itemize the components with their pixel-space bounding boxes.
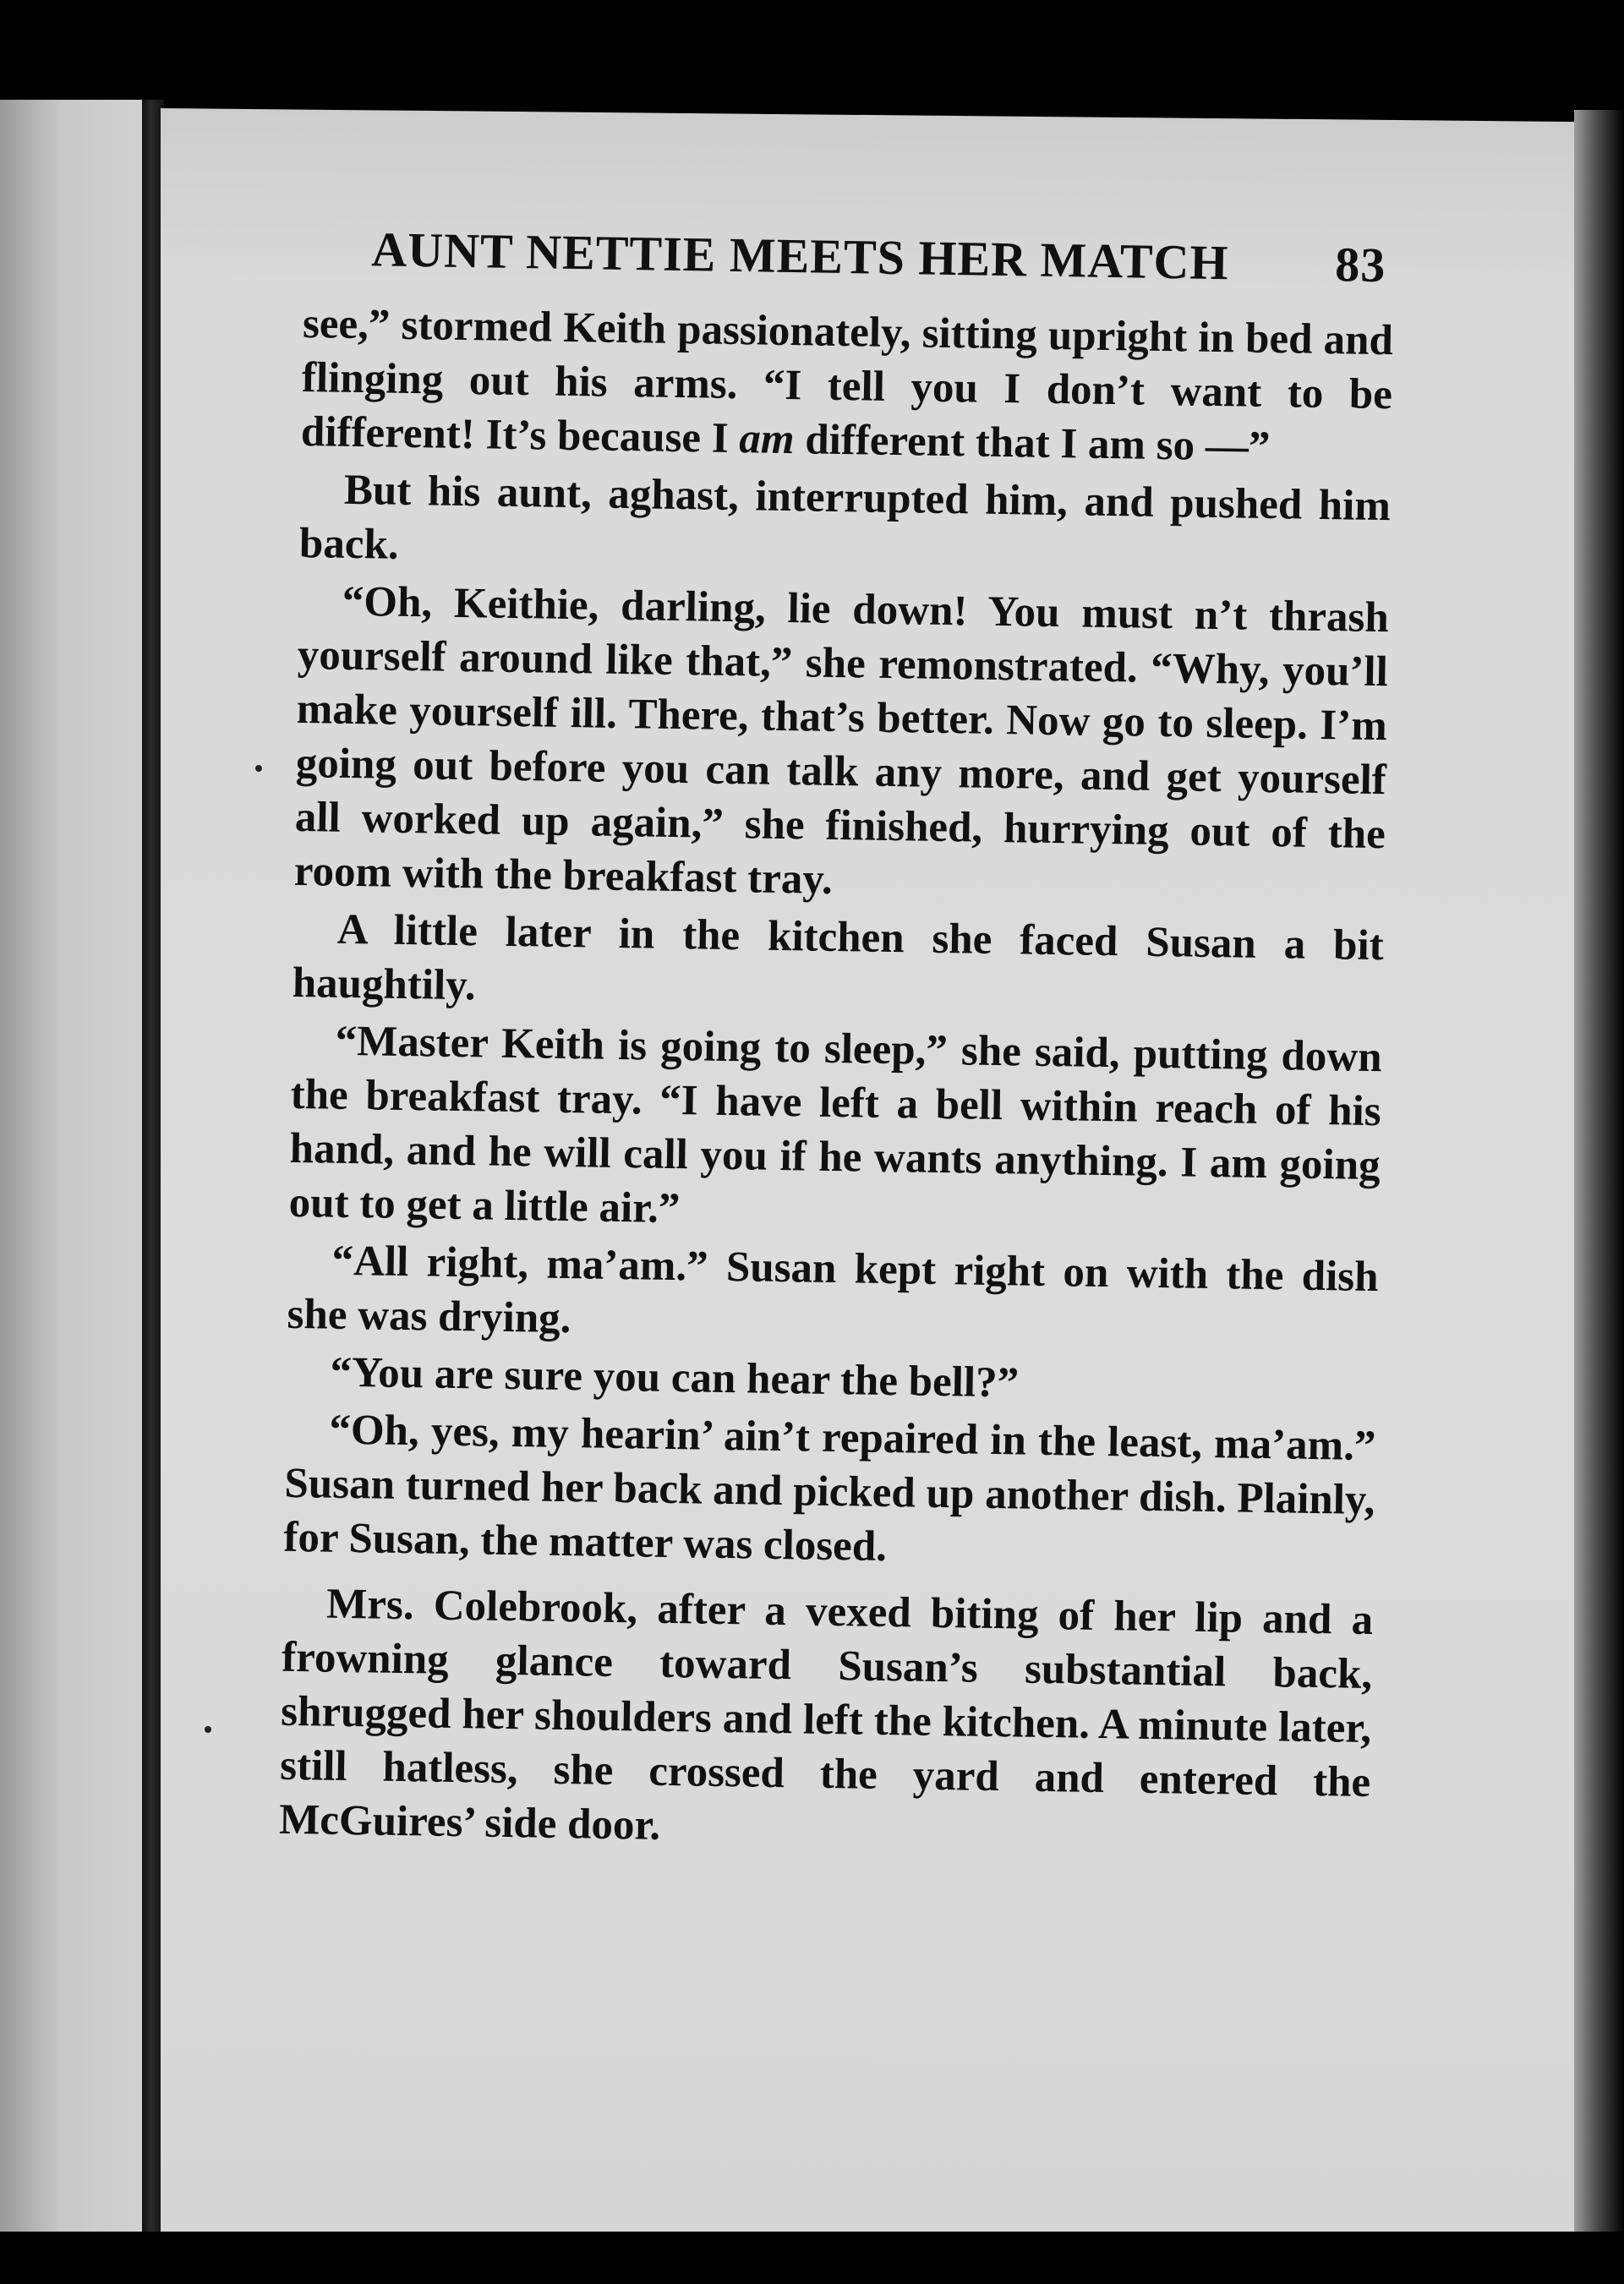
scan-border-bottom: [0, 2232, 1624, 2284]
paragraph: see,” stormed Keith passionately, sitting upright in bed and flinging out his arms. “I tell you I don’t want to be different! It’s because I am different that I am so —”: [300, 299, 1394, 471]
page-text: [279, 220, 1395, 1867]
chapter-title: AUNT NETTIE MEETS HER MATCH: [370, 221, 1230, 291]
emphasis: am: [738, 415, 796, 464]
page-right-edge: [1574, 110, 1624, 2248]
paragraph: “You are sure you can hear the bell?”: [330, 1348, 1020, 1407]
paragraph: But his aunt, aghast, interrupted him, and pushed him back.: [298, 466, 1392, 569]
paragraph: “Oh, Keithie, darling, lie down! You must n’t thrash yourself around like that,” she remonstrated. “Why, you’ll make yourself ill. There, that’s better. Now go to sleep. I’m going out before you can talk any more, and get yourself all worked up again,” she finished, hurrying out of the room with the breakfast tray.: [293, 577, 1390, 904]
scan-border-top: [0, 0, 1624, 110]
paragraph: “Master Keith is going to sleep,” she said, putting down the breakfast tray. “I have left a bell within reach of his hand, and he will call you if he wants anything. I am going out to get a little air.”: [288, 1017, 1383, 1233]
paragraph: A little later in the kitchen she faced Susan a bit haughtily.: [292, 905, 1385, 1010]
paragraph: “Oh, yes, my hearin’ ain’t repaired in the least, ma’am.” Susan turned her back and picked up another dish. Plainly, for Susan, the matter was closed.: [283, 1406, 1376, 1571]
scan-speck: [205, 1726, 211, 1733]
paragraph: Mrs. Colebrook, after a vexed biting of her lip and a frowning glance toward Susan’s substantial back, shrugged her shoulders and left the kitchen. A minute later, still hatless, she crossed the yard and entered the McGuires’ side door.: [278, 1580, 1374, 1850]
page-number: 83: [1334, 237, 1386, 293]
facing-page-edge: [0, 100, 152, 2238]
paragraph: “All right, ma’am.” Susan kept right on with the dish she was drying.: [287, 1237, 1379, 1343]
scan-speck: [255, 765, 262, 772]
